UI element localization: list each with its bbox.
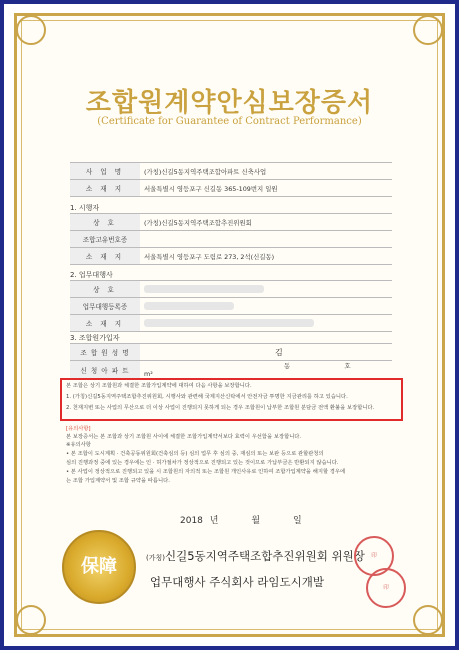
project-location-value: 서울특별시 영등포구 신길동 365-109번지 일원 bbox=[140, 180, 392, 197]
notice-line-1: 본 조합은 상기 조합원과 체결한 조합가입계약에 대하여 다음 사항을 보장합니다. bbox=[66, 383, 252, 389]
section-member-heading: 3. 조합원가입자 bbox=[70, 334, 120, 342]
issuer-line-1 bbox=[146, 548, 365, 564]
operator-location-value: 서울특별시 영등포구 도림로 273, 2석(신길동) bbox=[140, 248, 392, 265]
ornament-bottom-left-icon bbox=[16, 605, 46, 635]
operator-name-value: (가칭)신길5동지역주택조합추진위원회 bbox=[140, 214, 392, 231]
caution-line-2: ※유의사항 bbox=[66, 442, 91, 448]
date-year-label: 년 bbox=[209, 516, 219, 526]
agent-location-value bbox=[140, 315, 392, 332]
caution-line-3: • 본 조합이 도시계획 · 건축공동위원회(건축심의 등) 심의 업무 후 심의 중, 재심의 또는 보완 등으로 관할관청의 bbox=[66, 451, 324, 457]
certificate-subtitle: (Certificate for Guarantee of Contract Performance) bbox=[97, 116, 362, 127]
official-seal-icon: 印 bbox=[354, 536, 394, 576]
date-month-label: 월 bbox=[251, 516, 261, 526]
notice-line-3: 2. 천재지변 또는 사업의 무산으로 더 이상 사업이 진행되지 못하게 되는 경우 조합원이 납부한 조합원 분담금 전액 환불을 보장합니다. bbox=[66, 405, 375, 411]
company-seal-icon: 印 bbox=[366, 568, 406, 608]
issue-date bbox=[180, 513, 302, 526]
table-row bbox=[70, 281, 392, 298]
apt-area-label: m² bbox=[144, 370, 153, 378]
caution-line-5: • 본 사업이 정상적으로 진행되고 있을 시 조합원의 자의적 또는 조합원 개인사유로 인하여 조합가입계약을 해지할 경우에 bbox=[66, 469, 346, 475]
certificate-title: 조합원계약안심보장증서 bbox=[85, 88, 374, 118]
agent-reg-label: 업무대행등록증 bbox=[70, 298, 140, 315]
table-row bbox=[70, 231, 392, 248]
project-table bbox=[70, 162, 392, 197]
table-row bbox=[70, 315, 392, 332]
agent-name-value bbox=[140, 281, 392, 298]
project-name-value: (가칭)신길5동지역주택조합아파트 신축사업 bbox=[140, 163, 392, 180]
project-location-label: 소 재 지 bbox=[70, 180, 140, 197]
member-name-label: 조 합 원 성 명 bbox=[70, 344, 140, 361]
ornament-top-right-icon bbox=[413, 15, 443, 45]
section-agent-heading: 2. 업무대행사 bbox=[70, 271, 113, 279]
operator-id-value bbox=[140, 231, 392, 248]
table-row bbox=[70, 163, 392, 180]
section-operator-heading: 1. 시행자 bbox=[70, 204, 100, 212]
operator-id-label: 조합고유번호증 bbox=[70, 231, 140, 248]
agent-reg-value bbox=[140, 298, 392, 315]
caution-heading: [유의사항] bbox=[66, 426, 91, 432]
table-row bbox=[70, 248, 392, 265]
operator-table bbox=[70, 213, 392, 265]
ornament-top-left-icon bbox=[16, 15, 46, 45]
issuer-prefix: (가칭) bbox=[146, 554, 165, 562]
table-row bbox=[70, 298, 392, 315]
member-table bbox=[70, 343, 392, 379]
date-day-label: 일 bbox=[292, 516, 302, 526]
member-name-value: 김 bbox=[140, 344, 392, 361]
apt-ho-label: 호 bbox=[344, 362, 351, 370]
issuer-line-2: 업무대행사 주식회사 라임도시개발 bbox=[150, 575, 324, 589]
issuer-name: 신길5동지역주택조합추진위원회 위원장 bbox=[165, 549, 365, 563]
ornament-bottom-right-icon bbox=[413, 605, 443, 635]
notice-line-2: 1. (가칭)신길5동지역주택조합추진위원회, 시행사와 관련해 국제지산신탁에서 안전자금 투명한 지금관리를 하고 있습니다. bbox=[66, 394, 348, 400]
member-apt-value bbox=[140, 361, 392, 379]
operator-name-label: 상 호 bbox=[70, 214, 140, 231]
agent-name-label: 상 호 bbox=[70, 281, 140, 298]
agent-location-label: 소 재 지 bbox=[70, 315, 140, 332]
member-apt-label: 신 청 아 파 트 bbox=[70, 361, 140, 379]
agent-table bbox=[70, 280, 392, 332]
project-name-label: 사 업 명 bbox=[70, 163, 140, 180]
redacted-value bbox=[144, 319, 314, 327]
caution-line-1: 본 보장증서는 본 조합과 상기 조합원 사이에 체결한 조합가입계약서보다 효력이 우선함을 보장합니다. bbox=[66, 434, 302, 440]
apt-dong-label: 동 bbox=[284, 362, 291, 370]
caution-line-6: 는 조합 가입계약서 및 조합 규약을 따릅니다. bbox=[66, 478, 170, 484]
table-row bbox=[70, 344, 392, 361]
redacted-value bbox=[144, 302, 234, 310]
table-row bbox=[70, 214, 392, 231]
date-year: 2018 bbox=[180, 516, 203, 526]
caution-line-4: 심의 진행과정 중에 있는 경우에는 인 · 허가절차가 정상적으로 진행되고 있는 것이므로 가납부금은 반환되지 않습니다. bbox=[66, 460, 339, 466]
table-row bbox=[70, 180, 392, 197]
table-row bbox=[70, 361, 392, 379]
guarantee-badge-icon: 保障 bbox=[62, 530, 136, 604]
operator-location-label: 소 재 지 bbox=[70, 248, 140, 265]
redacted-value bbox=[144, 285, 264, 293]
